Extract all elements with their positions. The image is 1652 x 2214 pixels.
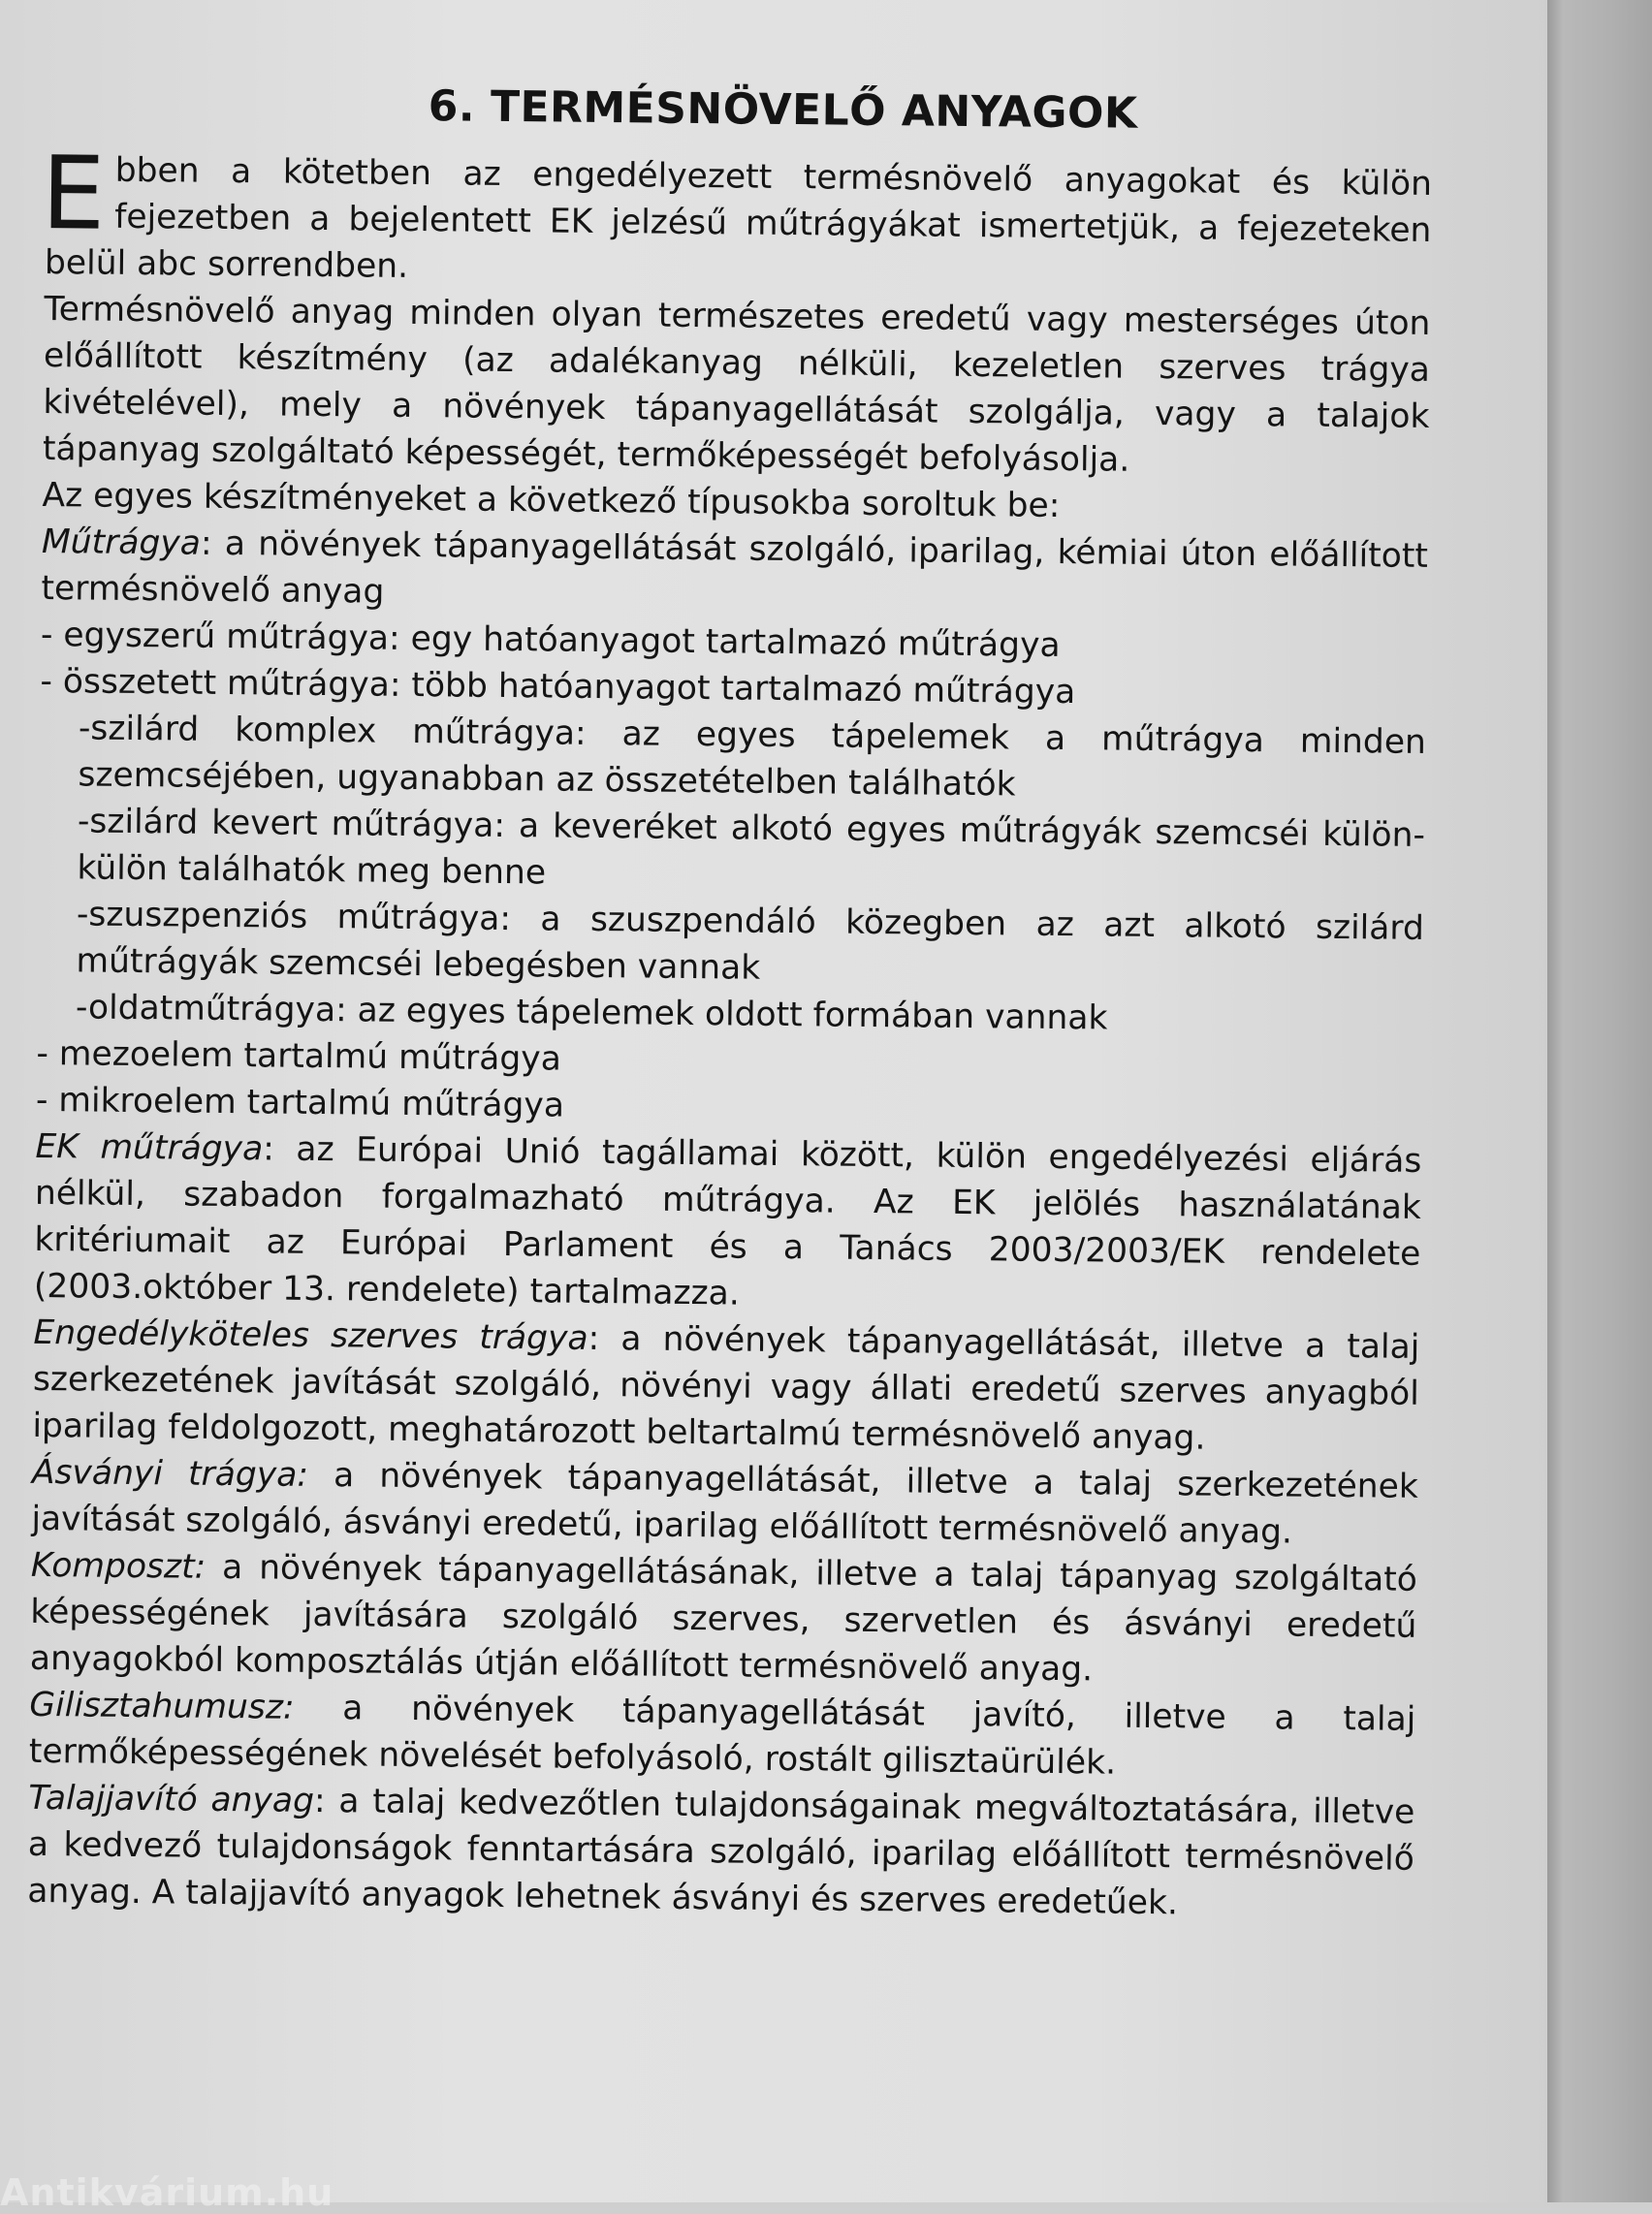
list-item: - egyszerű műtrágya: egy hatóanyagot tartalmazó műtrágya (40, 615, 1061, 665)
chapter-title: 6. TERMÉSNÖVELŐ ANYAGOK (428, 81, 1138, 139)
page-edge (1547, 0, 1652, 2202)
text-ek: : az Európai Unió tagállamai között, külön engedélyezési eljárás nélkül, szabadon forgalmazható műtrágya. Az EK jelölés használatának kritériumait az Európai Parlament és a Tanács 2003/2003/EK rendelete (2003.október 13. rendelete) tartalmazza. (33, 1129, 1422, 1313)
list-item: -szuszpenziós műtrágya: a szuszpendáló közegben az azt alkotó szilárd műtrágyák szemcséi lebegésben vannak (76, 895, 1425, 988)
page-content (27, 78, 1433, 1929)
definition-paragraph: Termésnövelő anyag minden olyan természetes eredetű vagy mesterséges úton előállított készítmény (az adalékanyag nélküli, kezeletlen szerves trágya kivételével), mely a növények tápanyagellátását szolgálja, vagy a talajok tápanyag szolgáltató képességét, termőképességét befolyásolja. (42, 289, 1431, 480)
definition-giliszta (29, 1682, 1416, 1789)
term-szerves: Engedélyköteles szerves trágya (33, 1313, 588, 1358)
definition-komposzt (30, 1542, 1417, 1696)
text-komposzt: a növények tápanyagellátásának, illetve a talaj tápanyag szolgáltató képességének javítására szolgáló szerves, szervetlen és ásványi eredetű anyagokból komposztálás útján előállított termésnövelő anyag. (29, 1547, 1418, 1690)
list-item: - mikroelem tartalmú műtrágya (35, 1080, 565, 1125)
list-item: -szilárd komplex műtrágya: az egyes tápelemek a műtrágya minden szemcséjében, ugyanabban az összetételben találhatók (78, 709, 1427, 805)
intro-text: bben a kötetben az engedélyezett termésnövelő anyagokat és külön fejezetben a bejelentett EK jelzésű műtrágyákat ismertetjük, a fejezeteken belül abc sorrendben. (44, 150, 1433, 286)
term-komposzt: Komposzt: (30, 1545, 206, 1587)
list-item: -szilárd kevert műtrágya: a keveréket alkotó egyes műtrágyák szemcséi külön-külön találhatók meg benne (77, 802, 1426, 893)
mutragya-definition (41, 519, 1428, 626)
text-szerves: : a növények tápanyagellátását, illetve a talaj szerkezetének javítását szolgáló, növényi vagy állati eredetű szerves anyagból iparilag feldolgozott, meghatározott beltartalmú termésnövelő anyag. (32, 1318, 1420, 1458)
term-talajjavito: Talajjavító anyag (28, 1778, 315, 1820)
mutragya-term: Műtrágya (41, 522, 202, 563)
definition-szerves (32, 1310, 1419, 1464)
types-intro: Az egyes készítményeket a következő típusokba soroltuk be: (42, 475, 1061, 525)
term-ek: EK műtrágya (35, 1126, 264, 1169)
definition-ek (34, 1123, 1422, 1324)
watermark: Antikvárium.hu (0, 2171, 334, 2214)
definition-asvanyi (31, 1449, 1418, 1557)
mutragya-text: : a növények tápanyagellátását szolgáló, iparilag, kémiai úton előállított termésnövelő anyag (41, 523, 1429, 612)
intro-paragraph (41, 133, 1433, 300)
text-giliszta: a növények tápanyagellátását javító, illetve a talaj termőképességének növelését befolyásoló, rostált gilisztaürülék. (28, 1688, 1416, 1783)
term-asvanyi: Ásványi trágya: (31, 1452, 309, 1495)
term-giliszta: Gilisztahumusz: (29, 1685, 295, 1727)
drop-cap: E (41, 133, 107, 253)
text-asvanyi: a növények tápanyagellátását, illetve a talaj szerkezetének javítását szolgáló, ásványi eredetű, iparilag előállított termésnövelő anyag. (31, 1455, 1419, 1552)
list-item: - összetett műtrágya: több hatóanyagot tartalmazó műtrágya (40, 661, 1076, 712)
list-item: - mezoelem tartalmú műtrágya (36, 1033, 562, 1079)
text-talajjavito: : a talaj kedvezőtlen tulajdonságainak megváltoztatására, illetve a kedvező tulajdonságok fenntartására szolgáló, iparilag előállított termésnövelő anyag. A talajjavító anyagok lehetnek ásványi és szerves eredetűek. (27, 1781, 1415, 1923)
definition-talajjavito (27, 1775, 1414, 1929)
list-item: -oldatműtrágya: az egyes tápelemek oldott formában vannak (75, 988, 1108, 1038)
